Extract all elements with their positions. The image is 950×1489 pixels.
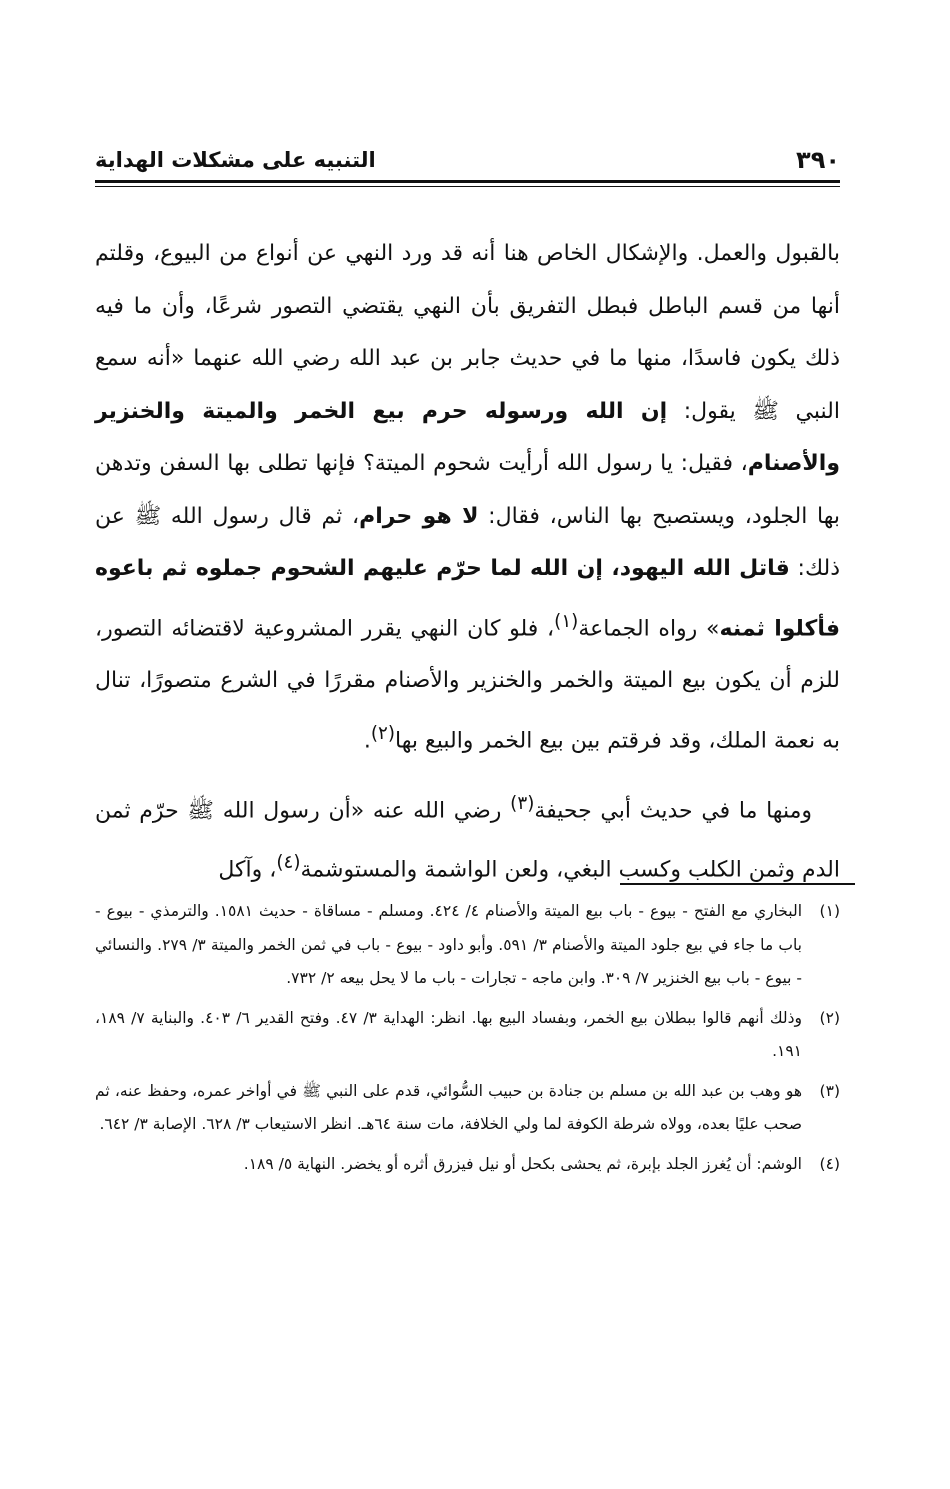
footnote-4 — [95, 1148, 840, 1182]
paragraph-2 — [95, 778, 840, 898]
footnotes — [95, 895, 840, 1187]
footnote-text: الوشم: أن يُغرز الجلد بإبرة، ثم يحشى بكحل أو نيل فيزرق أثره أو يخضر. النهاية ٥/ ١٨٩. — [243, 1154, 802, 1173]
footnote-number: (٤) — [819, 1154, 840, 1173]
text-run: ، فلو كان النهي يقرر المشروعية لاقتضائه التصور، للزم أن يكون بيع الميتة والخمر والخنزير والأصنام مقررًا في الشرع متصورًا، تنال به نعمة الملك، وقد فرقتم بين بيع الخمر والبيع بها — [95, 615, 840, 754]
footnote-ref-3[interactable]: (٣) — [510, 792, 535, 814]
footnote-2 — [95, 1002, 840, 1069]
text-run: رضي الله عنه «أن رسول الله ﷺ حرّم ثمن الدم وثمن الكلب وكسب البغي، ولعن الواشمة والمستوشمة — [95, 797, 840, 883]
text-run: ، ثم قال رسول الله ﷺ عن ذلك: — [95, 503, 840, 581]
main-text — [95, 228, 840, 897]
text-run: . — [363, 728, 371, 754]
footnote-text: البخاري مع الفتح - بيوع - باب بيع الميتة والأصنام ٤/ ٤٢٤. ومسلم - مساقاة - حديث ١٥٨١. والترمذي - بيوع - باب ما جاء في بيع جلود الميتة والأصنام ٣/ ٥٩١. وأبو داود - بيوع - باب في ثمن الخمر والميتة ٣/ ٢٧٩. والنسائي - بيوع - باب بيع الخنزير ٧/ ٣٠٩. وابن ماجه - تجارات - باب ما لا يحل بيعه ٢/ ٧٣٢. — [95, 902, 802, 987]
text-run: ، فقيل: يا رسول الله أرأيت شحوم الميتة؟ فإنها تطلى بها السفن وتدهن بها الجلود، ويستصبح بها الناس، فقال: — [95, 451, 841, 529]
header-rule-thick — [95, 180, 840, 183]
text-run: ، وآكل — [218, 857, 277, 883]
footnote-ref-1[interactable]: (١) — [554, 610, 579, 632]
text-run: بالقبول والعمل. والإشكال الخاص هنا أنه قد ورد النهي عن أنواع من البيوع، وقلتم أنها من قسم الباطل فبطل التفريق بأن النهي يقتضي التصور شرعًا، وأن ما فيه ذلك يكون فاسدًا، منها ما في حديث جابر بن عبد الله رضي الله عنهما «أنه سمع النبي ﷺ يقول: — [95, 241, 840, 424]
hadith-bold: قاتل الله اليهود، إن الله لما حرّم عليهم الشحوم جملوه ثم باعوه فأكلوا ثمنه — [95, 556, 840, 641]
footnote-ref-4[interactable]: (٤) — [276, 852, 301, 874]
paragraph-1 — [95, 228, 840, 768]
footnote-1 — [95, 895, 840, 996]
text-run: ومنها ما في حديث أبي جحيفة — [534, 797, 812, 823]
footnote-number: (٢) — [819, 1008, 840, 1027]
hadith-bold: إن الله ورسوله حرم بيع الخمر والميتة والخنزير والأصنام — [95, 398, 840, 476]
page-number: ٣٩٠ — [796, 146, 840, 174]
running-header — [95, 142, 840, 178]
footnote-text: وذلك أنهم قالوا ببطلان بيع الخمر، وبفساد البيع بها. انظر: الهداية ٣/ ٤٧. وفتح القدير ٦/ ٤٠٣. والبناية ٧/ ١٨٩، ١٩١. — [95, 1008, 803, 1060]
footnote-3 — [95, 1075, 840, 1142]
footnote-separator — [620, 883, 855, 885]
text-run: » رواه الجماعة — [578, 615, 720, 641]
hadith-bold: لا هو حرام — [359, 503, 479, 529]
header-rule-thin — [95, 186, 840, 187]
footnote-text: هو وهب بن عبد الله بن مسلم بن جنادة بن حبيب السُّوائي، قدم على النبي ﷺ في أواخر عمره، وحفظ عنه، ثم صحب عليًا بعده، وولاه شرطة الكوفة لما ولي الخلافة، مات سنة ٦٤هـ. انظر الاستيعاب ٣/ ٦٢٨. الإصابة ٣/ ٦٤٢. — [95, 1081, 802, 1133]
footnote-number: (٣) — [819, 1081, 840, 1100]
running-title: التنبيه على مشكلات الهداية — [95, 148, 376, 172]
footnote-number: (١) — [819, 902, 840, 920]
footnote-ref-2[interactable]: (٢) — [370, 722, 396, 744]
